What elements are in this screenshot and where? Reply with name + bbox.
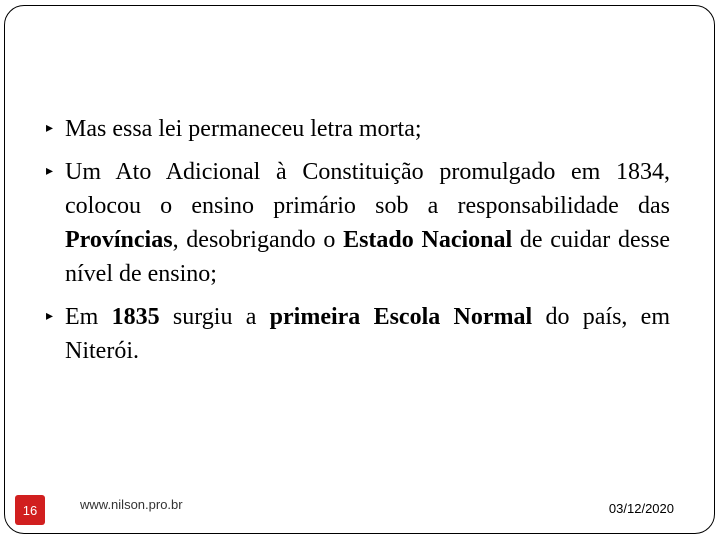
bullet-text: Em [65, 304, 112, 330]
page-number-badge: 16 [15, 495, 45, 525]
bullet-text: Um Ato Adicional à Constituição promulgado em 1834, colocou o ensino primário sob a responsabilidade das [65, 159, 670, 219]
footer-date: 03/12/2020 [608, 501, 674, 516]
bold-term: Estado Nacional [343, 227, 513, 253]
bold-term: 1835 [111, 304, 160, 330]
bullet-item [46, 112, 670, 146]
bold-term: primeira Escola Normal [269, 304, 533, 330]
bullet-item [46, 155, 670, 291]
bullet-text: surgiu a [159, 304, 270, 330]
bold-term: Províncias [65, 227, 173, 253]
bullet-text: , desobrigando o [172, 227, 344, 253]
right-chevron-bullet-icon: ▸ [46, 121, 54, 136]
bullet-text: de cuidar desse nível de ensino; [65, 227, 670, 287]
right-chevron-bullet-icon: ▸ [46, 309, 54, 324]
bullet-item [46, 300, 670, 368]
slide-body [46, 112, 670, 377]
bullet-text: do país, em Niterói. [65, 304, 671, 364]
footer-url[interactable]: www.nilson.pro.br [80, 497, 183, 512]
bullet-text: Mas essa lei permaneceu letra morta; [65, 116, 422, 142]
right-chevron-bullet-icon: ▸ [46, 164, 54, 179]
